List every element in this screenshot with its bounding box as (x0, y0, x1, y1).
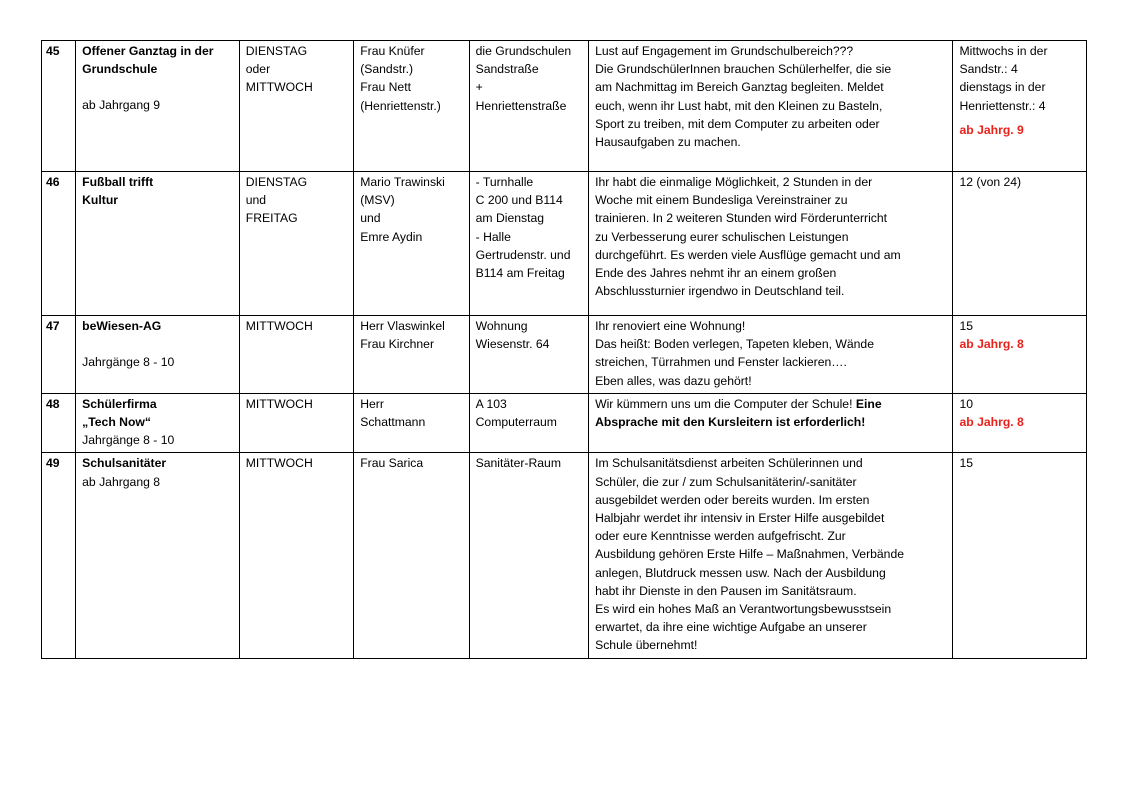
description-line: Ausbildung gehören Erste Hilfe – Maßnahmen, Verbände (595, 547, 905, 562)
description-line: oder eure Kenntnisse werden aufgefrischt. Zur (595, 529, 846, 544)
course-grade: Jahrgänge 8 - 10 (82, 355, 175, 370)
place-cell (469, 172, 588, 316)
description-emphasis: Eine (855, 396, 882, 411)
day: oder (245, 62, 271, 77)
place-cell (469, 453, 588, 658)
description-line: erwartet, da ihre eine wichtige Aufgabe an unserer (595, 620, 867, 635)
row-number: 46 (42, 172, 76, 316)
course-title-cell (76, 453, 240, 658)
leader-cell (354, 41, 469, 172)
count: Henriettenstr.: 4 (959, 98, 1046, 113)
grade-note: ab Jahrg. 9 (959, 122, 1024, 137)
course-title: Grundschule (82, 62, 158, 77)
day: FREITAG (245, 211, 298, 226)
place: B114 am Freitag (475, 266, 565, 281)
row-number: 49 (42, 453, 76, 658)
place: - Turnhalle (475, 175, 534, 189)
leader: Herr (360, 396, 384, 411)
leader: Schattmann (360, 415, 426, 430)
leader: (Sandstr.) (360, 62, 414, 77)
leader-cell (354, 453, 469, 658)
count: 12 (von 24) (959, 175, 1022, 189)
description-line: streichen, Türrahmen und Fenster lackieren…. (595, 355, 847, 370)
place-cell (469, 393, 588, 453)
description-line: euch, wenn ihr Lust habt, mit den Kleinen zu Basteln, (595, 98, 883, 113)
course-grade: ab Jahrgang 8 (82, 474, 161, 489)
place: Computerraum (475, 415, 557, 430)
count-cell (953, 172, 1087, 316)
count-cell (953, 393, 1087, 453)
description-line: Das heißt: Boden verlegen, Tapeten kleben, Wände (595, 337, 874, 352)
description-line: Ihr renoviert eine Wohnung! (595, 319, 746, 333)
description-line: Ende des Jahres nehmt ihr an einem großen (595, 266, 837, 281)
description-cell (589, 316, 953, 394)
description-line: ausgebildet werden oder bereits wurden. Im ersten (595, 492, 870, 507)
course-title: beWiesen-AG (82, 319, 162, 333)
count-cell (953, 453, 1087, 658)
leader-cell (354, 172, 469, 316)
description-line: durchgeführt. Es werden viele Ausflüge gemacht und am (595, 247, 901, 262)
row-number: 45 (42, 41, 76, 172)
description-cell (589, 41, 953, 172)
table-row (42, 41, 1087, 172)
grade-note: ab Jahrg. 8 (959, 415, 1024, 430)
course-title: Fußball trifft (82, 175, 154, 189)
description-line: Eben alles, was dazu gehört! (595, 373, 752, 388)
place: Sanitäter-Raum (475, 456, 561, 471)
description-line: zu Verbesserung eurer schulischen Leistungen (595, 229, 849, 244)
description-line: trainieren. In 2 weiteren Stunden wird Förderunterricht (595, 211, 888, 226)
table-row (42, 316, 1087, 394)
leader: Herr Vlaswinkel (360, 319, 445, 333)
course-title: Schulsanitäter (82, 456, 167, 471)
count: 15 (959, 456, 974, 471)
count-cell (953, 41, 1087, 172)
leader: und (360, 211, 381, 226)
course-grade: Jahrgänge 8 - 10 (82, 433, 175, 448)
day-cell (239, 41, 353, 172)
place: - Halle (475, 229, 511, 244)
description-emphasis: Absprache mit den Kursleitern ist erforderlich! (595, 415, 866, 430)
description-line: Es wird ein hohes Maß an Verantwortungsbewusstsein (595, 602, 892, 617)
course-title: Schülerfirma (82, 396, 157, 411)
leader-cell (354, 316, 469, 394)
count: 15 (959, 319, 974, 333)
place: am Dienstag (475, 211, 545, 226)
leader: (MSV) (360, 193, 395, 208)
table-row (42, 393, 1087, 453)
course-title: „Tech Now“ (82, 415, 151, 430)
leader: Frau Sarica (360, 456, 424, 471)
leader: Emre Aydin (360, 229, 423, 244)
course-title-cell (76, 316, 240, 394)
course-title-cell (76, 41, 240, 172)
day-cell (239, 316, 353, 394)
place: A 103 (475, 396, 507, 411)
place: die Grundschulen (475, 44, 572, 58)
leader-cell (354, 393, 469, 453)
description-cell (589, 453, 953, 658)
description-line: Schüler, die zur / zum Schulsanitäterin/-sanitäter (595, 474, 857, 489)
table-row (42, 453, 1087, 658)
day: und (245, 193, 267, 208)
place-cell (469, 41, 588, 172)
description-line: Ihr habt die einmalige Möglichkeit, 2 Stunden in der (595, 175, 873, 189)
place-cell (469, 316, 588, 394)
place: Henriettenstraße (475, 98, 567, 113)
row-number: 47 (42, 316, 76, 394)
leader: Mario Trawinski (360, 175, 445, 189)
course-title: Kultur (82, 193, 119, 208)
count-cell (953, 316, 1087, 394)
description-line: Lust auf Engagement im Grundschulbereich??? (595, 44, 854, 58)
description-line: habt ihr Dienste in den Pausen im Sanitätsraum. (595, 583, 857, 598)
table-row (42, 172, 1087, 316)
day: MITTWOCH (245, 319, 313, 333)
place: C 200 und B114 (475, 193, 563, 208)
description-cell (589, 172, 953, 316)
grade-note: ab Jahrg. 8 (959, 337, 1024, 352)
day-cell (239, 172, 353, 316)
place: Wiesenstr. 64 (475, 337, 550, 352)
description-line: am Nachmittag im Bereich Ganztag begleiten. Meldet (595, 80, 884, 95)
count: Sandstr.: 4 (959, 62, 1018, 77)
place: Gertrudenstr. und (475, 247, 571, 262)
place: + (475, 80, 483, 95)
course-grade: ab Jahrgang 9 (82, 98, 161, 113)
day-cell (239, 393, 353, 453)
count: 10 (959, 396, 974, 411)
description-line: Schule übernehmt! (595, 638, 698, 653)
day: MITTWOCH (245, 396, 313, 411)
place: Wohnung (475, 319, 528, 333)
place: Sandstraße (475, 62, 539, 77)
leader: Frau Kirchner (360, 337, 435, 352)
row-number: 48 (42, 393, 76, 453)
leader: Frau Nett (360, 80, 411, 95)
description-line: Halbjahr werdet ihr intensiv in Erster Hilfe ausgebildet (595, 511, 885, 526)
description-line: Im Schulsanitätsdienst arbeiten Schülerinnen und (595, 456, 863, 471)
day: DIENSTAG (245, 44, 308, 58)
description-line: Woche mit einem Bundesliga Vereinstrainer zu (595, 193, 848, 208)
course-title-cell (76, 172, 240, 316)
leader: (Henriettenstr.) (360, 98, 441, 113)
day: DIENSTAG (245, 175, 308, 189)
leader: Frau Knüfer (360, 44, 425, 58)
description-line: Die GrundschülerInnen brauchen Schülerhelfer, die sie (595, 62, 892, 77)
description-cell (589, 393, 953, 453)
course-title-cell (76, 393, 240, 453)
course-title: Offener Ganztag in der (82, 44, 214, 58)
description-line: Sport zu treiben, mit dem Computer zu arbeiten oder (595, 116, 880, 131)
description-line: Hausaufgaben zu machen. (595, 135, 741, 150)
day: MITTWOCH (245, 80, 313, 95)
day-cell (239, 453, 353, 658)
description-line: anlegen, Blutdruck messen usw. Nach der Ausbildung (595, 565, 886, 580)
description-text: Wir kümmern uns um die Computer der Schule! (595, 396, 853, 411)
count: Mittwochs in der (959, 44, 1048, 58)
day: MITTWOCH (245, 456, 313, 471)
description-line: Abschlussturnier irgendwo in Deutschland teil. (595, 284, 845, 299)
count: dienstags in der (959, 80, 1046, 95)
description-line (595, 395, 946, 413)
ag-table (41, 40, 1087, 659)
